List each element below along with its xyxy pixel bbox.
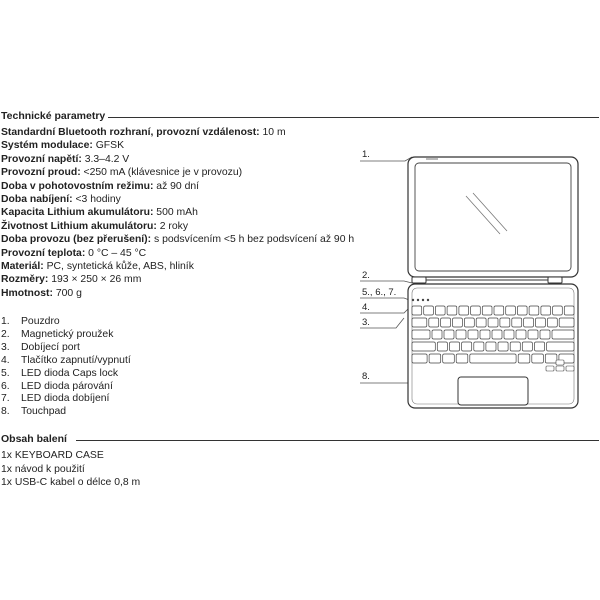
keyboard-key — [464, 318, 474, 327]
spec-row-current — [1, 166, 354, 179]
spec-row-bluetooth — [1, 126, 354, 139]
keyboard-key — [522, 342, 532, 351]
keyboard-key — [432, 330, 442, 339]
spec-value: GFSK — [92, 140, 125, 152]
legend-number: 5. — [1, 367, 10, 379]
led-charging — [422, 299, 424, 301]
spec-label: Životnost Lithium akumulátoru: — [1, 220, 157, 232]
keyboard-key — [456, 354, 468, 363]
keyboard-key — [552, 330, 574, 339]
keyboard-key — [468, 330, 478, 339]
legend-text: Tlačítko zapnutí/vypnutí — [21, 354, 131, 366]
keyboard-key — [424, 306, 434, 315]
spec-row-runtime — [1, 233, 354, 246]
spec-row-battery-life — [1, 220, 354, 233]
keyboard-key — [512, 318, 522, 327]
keyboard-key — [412, 306, 422, 315]
keyboard-key — [441, 318, 451, 327]
spec-row-voltage — [1, 153, 354, 166]
arrow-key — [556, 360, 564, 365]
package-contents-list — [1, 449, 140, 490]
spec-label: Materiál: — [1, 261, 44, 273]
keyboard-key — [443, 354, 455, 363]
specs-title-rule — [108, 117, 599, 118]
keyboard-key — [462, 342, 472, 351]
legend-item — [1, 368, 131, 381]
spec-row-charging-time — [1, 193, 354, 206]
spec-label: Doba nabíjení: — [1, 194, 73, 206]
keyboard-key — [492, 330, 502, 339]
keyboard-key — [529, 306, 539, 315]
keyboard-case-diagram — [355, 140, 595, 420]
spec-label: Doba v pohotovostním režimu: — [1, 180, 154, 192]
legend-item — [1, 316, 131, 329]
spec-row-battery-capacity — [1, 206, 354, 219]
keyboard-key — [500, 318, 510, 327]
tablet-screen — [415, 163, 571, 271]
tablet-case — [408, 157, 578, 277]
keyboard-key — [412, 342, 435, 351]
led-pairing — [417, 299, 419, 301]
keyboard-key — [524, 318, 534, 327]
specs-title: Technické parametry — [1, 110, 106, 122]
spec-value: PC, syntetická kůže, ABS, hliník — [43, 261, 194, 273]
legend-text: Pouzdro — [21, 316, 60, 327]
legend-number: 6. — [1, 380, 10, 392]
spec-value: 2 roky — [156, 220, 189, 232]
led-caps-lock — [412, 299, 414, 301]
keyboard-key — [474, 342, 484, 351]
callout-label-3: 3. — [362, 317, 370, 328]
spec-value: s podsvícením <5 h bez podsvícení až 90 h — [151, 234, 355, 246]
contents-title-rule — [76, 440, 599, 441]
keyboard-key — [545, 354, 557, 363]
callout-label-2: 2. — [362, 270, 370, 281]
legend-text: LED dioda Caps lock — [21, 367, 119, 379]
keyboard-key — [437, 342, 447, 351]
legend-number: 1. — [1, 316, 10, 327]
keyboard-key — [453, 318, 463, 327]
spec-value: <3 hodiny — [72, 194, 121, 206]
spec-label: Provozní proud: — [1, 167, 81, 179]
keyboard-key — [506, 306, 516, 315]
arrow-key — [566, 366, 574, 371]
keyboard-key — [456, 330, 466, 339]
legend-item — [1, 406, 131, 419]
parts-legend — [1, 316, 131, 419]
legend-number: 4. — [1, 354, 10, 366]
arrow-key — [556, 366, 564, 371]
keyboard-key — [471, 306, 481, 315]
keyboard-key — [535, 342, 545, 351]
spec-value: až 90 dní — [153, 180, 200, 192]
spec-row-temperature — [1, 247, 354, 260]
keyboard-key — [540, 330, 550, 339]
led-indicator — [427, 299, 429, 301]
spec-label: Systém modulace: — [1, 140, 93, 152]
keyboard-key — [429, 354, 441, 363]
spec-label: Kapacita Lithium akumulátoru: — [1, 207, 154, 219]
touchpad — [458, 377, 528, 405]
legend-text: Dobíjecí port — [21, 341, 80, 353]
legend-item — [1, 393, 131, 406]
legend-number: 3. — [1, 341, 10, 353]
spec-value: <250 mA (klávesnice je v provozu) — [80, 167, 243, 179]
contents-item: 1x KEYBOARD CASE — [1, 450, 104, 461]
keyboard-key — [429, 318, 439, 327]
callout-labels — [362, 149, 396, 382]
legend-number: 8. — [1, 406, 10, 418]
keyboard-key — [536, 318, 546, 327]
arrow-key — [546, 366, 554, 371]
spec-label: Standardní Bluetooth rozhraní, provozní vzdálenost: — [1, 127, 260, 138]
legend-number: 7. — [1, 393, 10, 405]
keyboard-key — [494, 306, 504, 315]
callout-label-8: 8. — [362, 371, 370, 382]
spec-label: Provozní teplota: — [1, 247, 86, 259]
keyboard-key — [476, 318, 486, 327]
keyboard-key — [547, 318, 557, 327]
spec-label: Doba provozu (bez přerušení): — [1, 234, 152, 246]
callout-label-1: 1. — [362, 149, 370, 160]
keyboard-key — [510, 342, 520, 351]
legend-item — [1, 381, 131, 394]
legend-item — [1, 342, 131, 355]
keyboard-key — [435, 306, 445, 315]
callout-label-4: 4. — [362, 302, 370, 313]
legend-text: LED dioda dobíjení — [21, 393, 110, 405]
spec-row-material — [1, 260, 354, 273]
keyboard-key — [470, 354, 516, 363]
keyboard-key — [559, 318, 574, 327]
legend-item — [1, 329, 131, 342]
keyboard-key — [444, 330, 454, 339]
keyboard-key — [450, 342, 460, 351]
keyboard-key — [553, 306, 563, 315]
keyboard-key — [498, 342, 508, 351]
spec-value: 3.3–4.2 V — [81, 153, 130, 165]
magnetic-hinge — [412, 277, 562, 283]
keyboard-key — [412, 354, 427, 363]
spec-value: 10 m — [259, 127, 286, 138]
spec-row-modulation — [1, 139, 354, 152]
spec-label: Provozní napětí: — [1, 153, 82, 165]
legend-number: 2. — [1, 328, 10, 340]
keyboard-key — [488, 318, 498, 327]
keyboard-key — [516, 330, 526, 339]
keyboard-key — [486, 342, 496, 351]
keyboard-key — [459, 306, 469, 315]
spec-row-weight — [1, 287, 354, 300]
spec-row-standby — [1, 180, 354, 193]
keyboard-key — [504, 330, 514, 339]
keyboard-key — [412, 318, 427, 327]
keyboard-key — [541, 306, 551, 315]
keyboard-key — [528, 330, 538, 339]
contents-title: Obsah balení — [1, 433, 67, 445]
keyboard-key — [517, 306, 527, 315]
keyboard-key — [482, 306, 492, 315]
contents-item: 1x USB-C kabel o délce 0,8 m — [1, 477, 141, 489]
spec-value: 0 °C – 45 °C — [85, 247, 147, 259]
keyboard-key — [547, 342, 574, 351]
specs-list — [1, 126, 354, 300]
spec-value: 700 g — [52, 287, 82, 299]
spec-value: 193 × 250 × 26 mm — [48, 274, 142, 286]
keyboard-key — [412, 330, 430, 339]
keyboard-key — [532, 354, 544, 363]
keyboard-key — [480, 330, 490, 339]
keyboard-key — [518, 354, 530, 363]
legend-text: Touchpad — [21, 406, 67, 418]
keyboard-key — [564, 306, 574, 315]
legend-text: LED dioda párování — [21, 380, 113, 392]
legend-item — [1, 355, 131, 368]
spec-value: 500 mAh — [153, 207, 198, 219]
spec-label: Rozměry: — [1, 274, 49, 286]
keyboard-key — [447, 306, 457, 315]
spec-label: Hmotnost: — [1, 287, 53, 299]
legend-text: Magnetický proužek — [21, 328, 114, 340]
contents-item: 1x návod k použití — [1, 463, 85, 475]
spec-row-dimensions — [1, 273, 354, 286]
callout-label-567: 5., 6., 7. — [362, 287, 397, 298]
